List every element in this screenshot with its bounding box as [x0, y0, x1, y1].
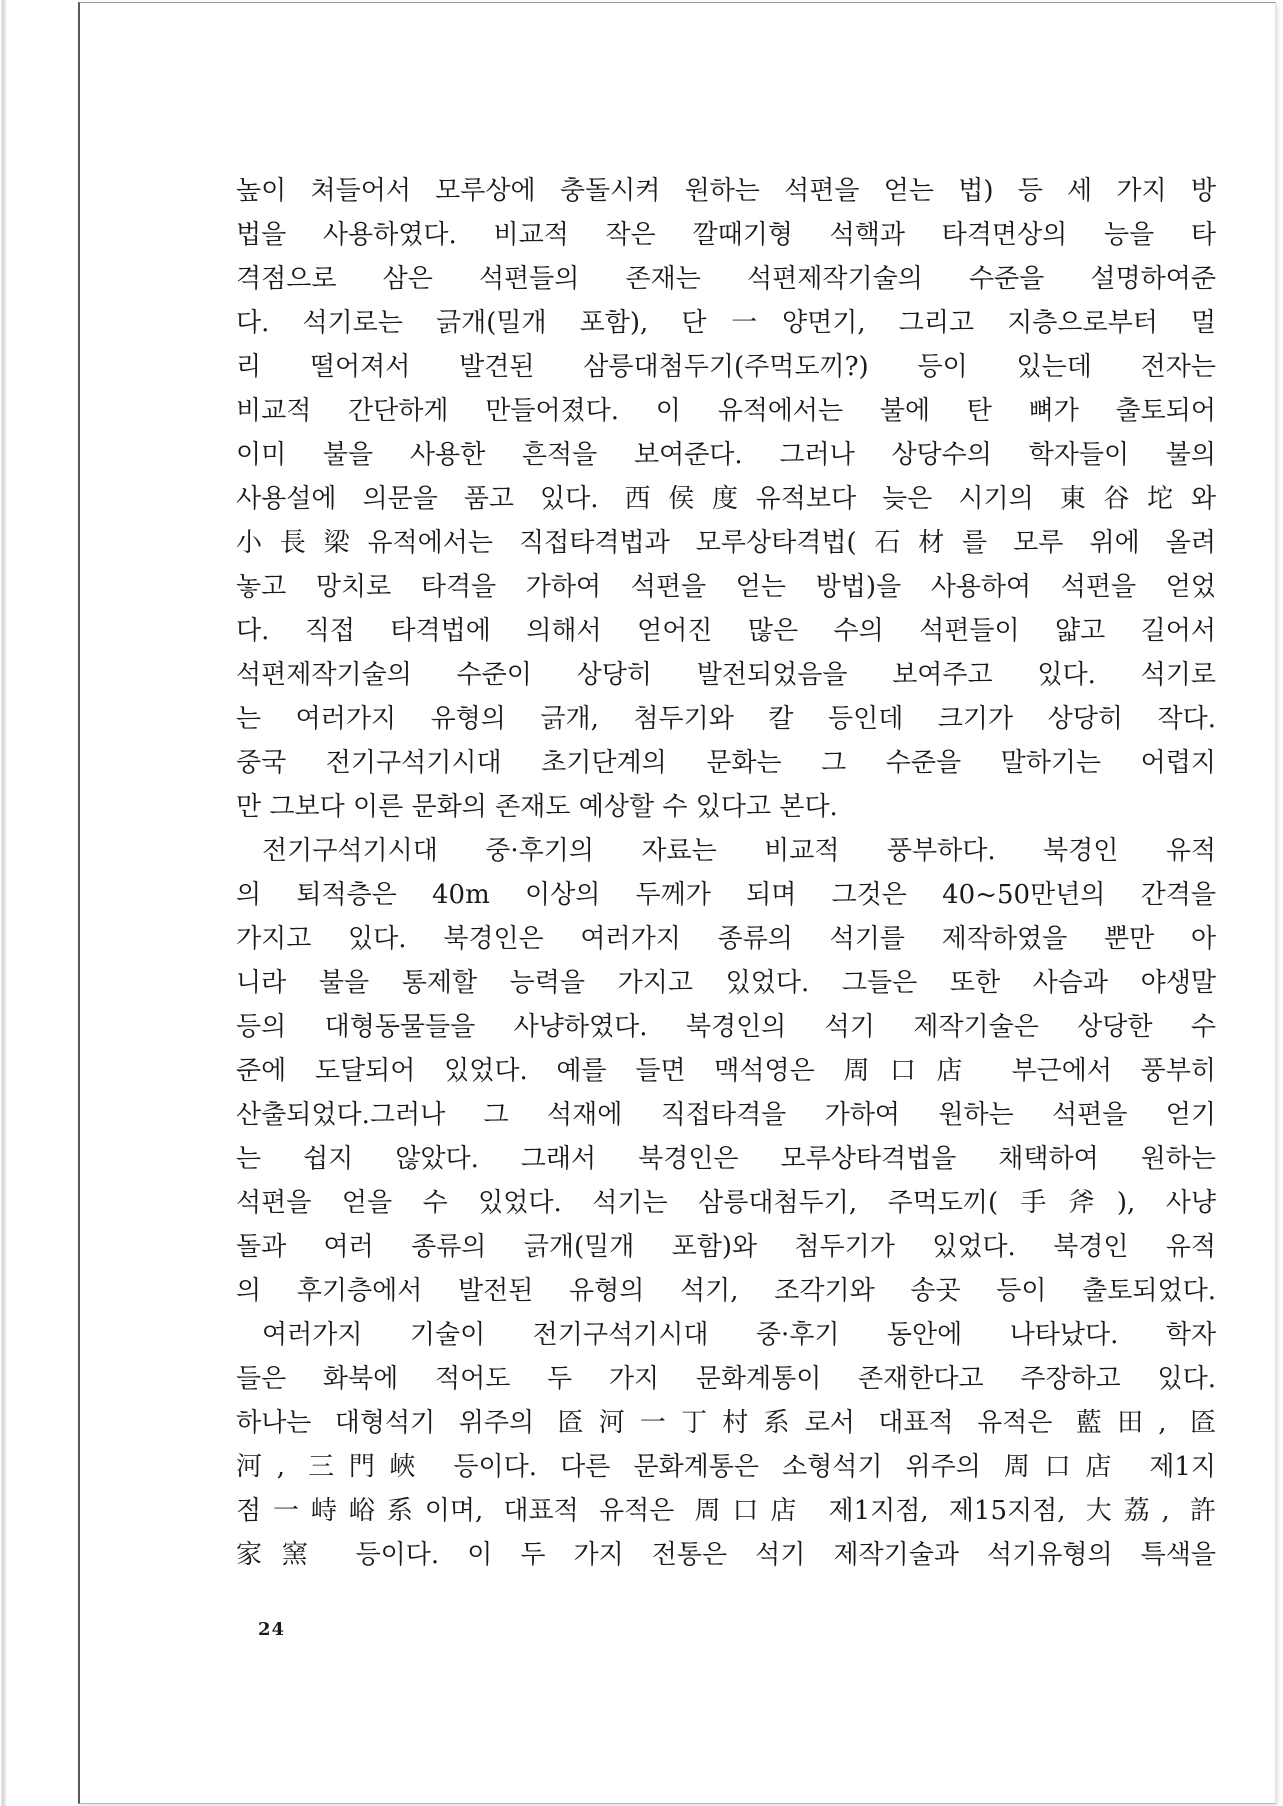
- text-line: 만 그보다 이른 문화의 존재도 예상할 수 있다고 본다.: [236, 792, 838, 822]
- text-line: 점一峙峪系이며, 대표적 유적은 周口店 제1지점, 제15지점, 大荔, 許: [236, 1496, 1216, 1526]
- paragraph-2: [236, 829, 1216, 1313]
- text-line: 산출되었다.그러나 그 석재에 직접타격을 가하여 원하는 석편을 얻기: [236, 1100, 1216, 1130]
- text-line: 家窯 등이다. 이 두 가지 전통은 석기 제작기술과 석기유형의 특색을: [236, 1540, 1216, 1570]
- text-line: 의 후기층에서 발전된 유형의 석기, 조각기와 송곳 등이 출토되었다.: [236, 1276, 1216, 1306]
- paragraph-3: [236, 1313, 1216, 1577]
- text-line: 하나는 대형석기 위주의 匼河一丁村系로서 대표적 유적은 藍田, 匼: [236, 1408, 1216, 1438]
- text-line: 는 여러가지 유형의 긁개, 첨두기와 칼 등인데 크기가 상당히 작다.: [236, 704, 1216, 734]
- page-body: [236, 169, 1216, 1577]
- text-line: 비교적 간단하게 만들어졌다. 이 유적에서는 불에 탄 뼈가 출토되어: [236, 396, 1216, 426]
- text-line: 준에 도달되어 있었다. 예를 들면 맥석영은 周口店 부근에서 풍부히: [236, 1056, 1216, 1086]
- scan-edge-shadow: [0, 0, 6, 1806]
- text-line: 격점으로 삼은 석편들의 존재는 석편제작기술의 수준을 설명하여준: [236, 264, 1216, 294]
- text-line: 등의 대형동물들을 사냥하였다. 북경인의 석기 제작기술은 상당한 수: [236, 1012, 1216, 1042]
- text-line: 여러가지 기술이 전기구석기시대 중·후기 동안에 나타났다. 학자: [262, 1320, 1216, 1350]
- text-line: 사용설에 의문을 품고 있다. 西侯度유적보다 늦은 시기의 東谷坨와: [236, 484, 1216, 514]
- text-line: 석편제작기술의 수준이 상당히 발전되었음을 보여주고 있다. 석기로: [236, 660, 1216, 690]
- text-line: 들은 화북에 적어도 두 가지 문화계통이 존재한다고 주장하고 있다.: [236, 1364, 1216, 1394]
- text-line: 법을 사용하였다. 비교적 작은 깔때기형 석핵과 타격면상의 능을 타: [236, 220, 1216, 250]
- text-line: 가지고 있다. 북경인은 여러가지 종류의 석기를 제작하였을 뿐만 아: [236, 924, 1216, 954]
- text-line: 이미 불을 사용한 흔적을 보여준다. 그러나 상당수의 학자들이 불의: [236, 440, 1216, 470]
- text-line: 석편을 얻을 수 있었다. 석기는 삼릉대첨두기, 주먹도끼(手斧), 사냥: [236, 1188, 1216, 1218]
- text-line: 는 쉽지 않았다. 그래서 북경인은 모루상타격법을 채택하여 원하는: [236, 1144, 1216, 1174]
- text-line: 小長梁유적에서는 직접타격법과 모루상타격법(石材를 모루 위에 올려: [236, 528, 1216, 558]
- text-line: 중국 전기구석기시대 초기단계의 문화는 그 수준을 말하기는 어렵지: [236, 748, 1216, 778]
- text-line: 의 퇴적층은 40m 이상의 두께가 되며 그것은 40~50만년의 간격을: [236, 880, 1216, 910]
- text-line: 다. 석기로는 긁개(밀개 포함), 단一양면기, 그리고 지층으로부터 멀: [236, 308, 1216, 338]
- paragraph-1: [236, 169, 1216, 829]
- text-line: 높이 쳐들어서 모루상에 충돌시켜 원하는 석편을 얻는 법) 등 세 가지 방: [236, 176, 1216, 206]
- page-number: 24: [258, 1619, 286, 1640]
- text-line: 놓고 망치로 타격을 가하여 석편을 얻는 방법)을 사용하여 석편을 얻었: [236, 572, 1216, 602]
- book-page: [78, 2, 1276, 1804]
- text-line: 다. 직접 타격법에 의해서 얻어진 많은 수의 석편들이 얇고 길어서: [236, 616, 1216, 646]
- text-line: 리 떨어져서 발견된 삼릉대첨두기(주먹도끼?) 등이 있는데 전자는: [236, 352, 1216, 382]
- text-line: 河, 三門峽 등이다. 다른 문화계통은 소형석기 위주의 周口店 제1지: [236, 1452, 1216, 1482]
- text-line: 전기구석기시대 중·후기의 자료는 비교적 풍부하다. 북경인 유적: [262, 836, 1216, 866]
- text-line: 니라 불을 통제할 능력을 가지고 있었다. 그들은 또한 사슴과 야생말: [236, 968, 1216, 998]
- text-line: 돌과 여러 종류의 긁개(밀개 포함)와 첨두기가 있었다. 북경인 유적: [236, 1232, 1216, 1262]
